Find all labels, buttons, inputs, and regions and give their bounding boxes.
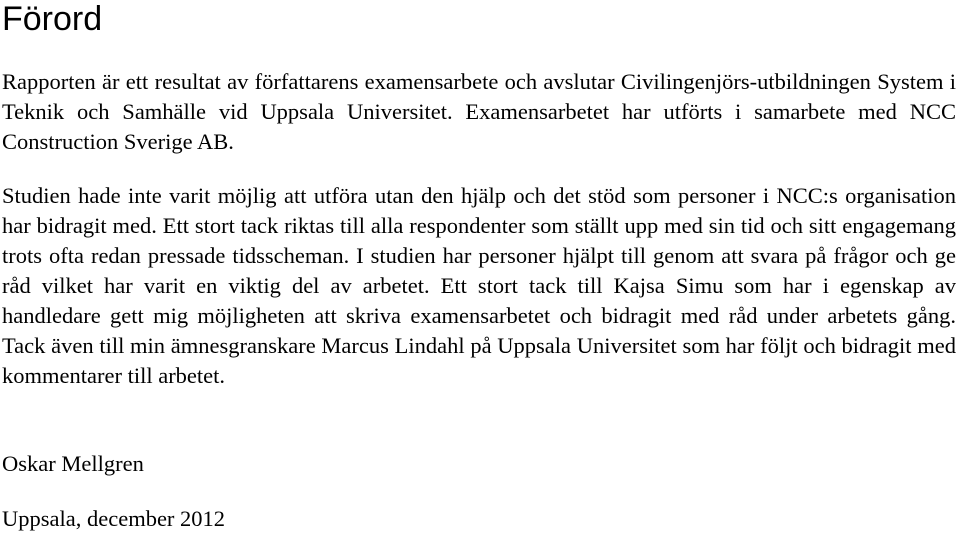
paragraph-intro: Rapporten är ett resultat av författarens examensarbete och avslutar Civilingenjörs-utbildningen System i Teknik och Samhälle vid Uppsala Universitet. Examensarbetet har utförts i samarbete med NCC Construction Sverige AB. [2, 69, 956, 154]
paragraph-acknowledgements: Studien hade inte varit möjlig att utföra utan den hjälp och det stöd som personer i NCC:s organisation har bidragit med. Ett stort tack riktas till alla respondenter som ställt upp med sin tid och sitt engagemang trots ofta redan pressade tidsscheman. I studien har personer hjälpt till genom att svara på frågor och ge råd vilket har varit en viktig del av arbetet. Ett stort tack till Kajsa Simu som har i egenskap av handledare gett mig möjligheten att skriva examensarbetet och bidragit med råd under arbetets gång. Tack även till min ämnesgranskare Marcus Lindahl på Uppsala Universitet som har följt och bidragit med kommentarer till arbetet. [2, 183, 956, 388]
author-name: Oskar Mellgren [2, 451, 144, 476]
page-title: Förord [2, 0, 103, 38]
place-date: Uppsala, december 2012 [2, 506, 226, 531]
